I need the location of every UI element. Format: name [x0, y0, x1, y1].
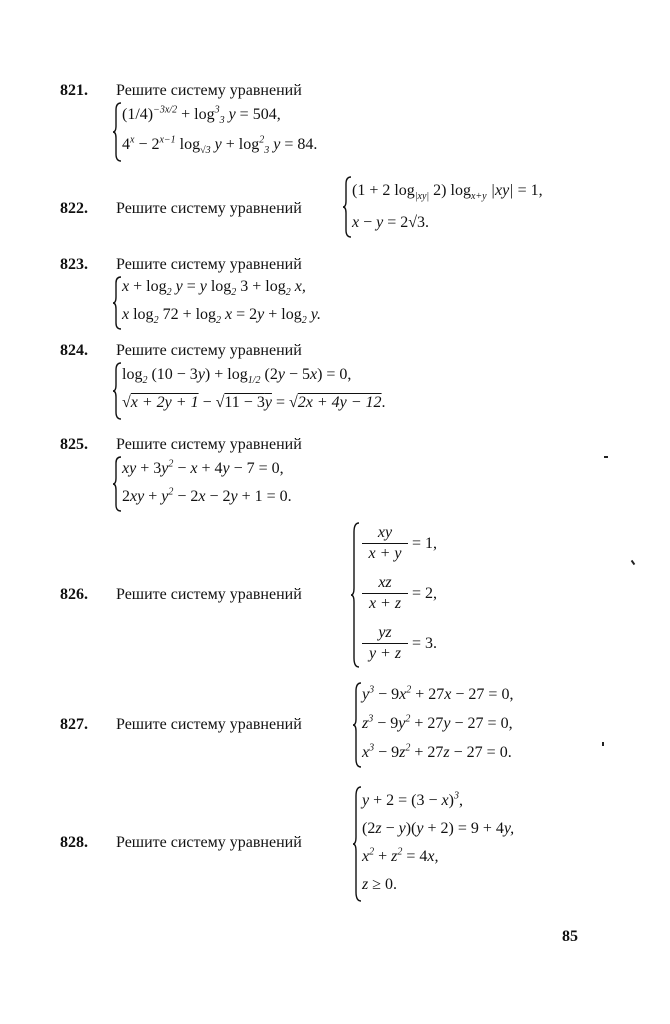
equation-system	[350, 522, 470, 668]
scan-speck	[604, 456, 608, 458]
problem-prompt: Решите систему уравнений	[116, 342, 302, 359]
equation-rhs: = 3.	[412, 635, 438, 652]
equation: (2z − y)(y + 2) = 9 + 4y,	[362, 820, 515, 837]
scan-speck	[631, 560, 636, 565]
equation: $x^2 + z^2 = 4x$,	[362, 846, 439, 865]
equation-rhs: = 1,	[412, 535, 438, 552]
left-brace	[112, 456, 122, 512]
fraction	[362, 624, 408, 663]
numerator: xz	[378, 574, 392, 591]
problem-number: 822.	[60, 200, 88, 217]
problem-number: 824.	[60, 342, 88, 359]
equation: $y^3 - 9x^2 + 27x - 27 = 0$,	[362, 684, 514, 703]
equation: $(1/4)^{-3x/2} + \log^3_3 y = 504$,	[122, 104, 281, 127]
equation: (1 + 2 $\log_{|xy|} 2$) $\log_{x+y} |xy| = 1$,	[352, 182, 543, 203]
equation: $x^3 - 9z^2 + 27z - 27 = 0$.	[362, 742, 512, 761]
denominator: y + z	[368, 645, 402, 662]
problem-number: 826.	[60, 586, 88, 603]
left-brace	[342, 176, 352, 238]
equation: $z^3 - 9y^2 + 27y - 27 = 0$,	[362, 713, 513, 732]
left-brace	[112, 276, 122, 330]
left-brace	[350, 522, 360, 668]
left-brace	[352, 682, 362, 768]
problem-number: 825.	[60, 436, 88, 453]
problem-number: 828.	[60, 834, 88, 851]
equation-rhs: = 2,	[412, 585, 438, 602]
equation: z ≥ 0.	[362, 876, 398, 893]
equation-system	[352, 682, 582, 768]
equation: $x + \log_2 y = y$ $\log_2 3 + \log_2 x$,	[122, 278, 306, 299]
problem-prompt: Решите систему уравнений	[116, 716, 302, 733]
numerator: xy	[377, 524, 393, 541]
left-brace	[112, 102, 122, 162]
numerator: yz	[378, 624, 392, 641]
denominator: x + y	[368, 545, 402, 562]
left-brace	[352, 786, 362, 902]
equation: x $\log_2 72 + \log_2 x = 2y + \log_2 y$.	[122, 306, 321, 327]
problem-prompt: Решите систему уравнений	[116, 586, 302, 603]
equation-system	[342, 176, 592, 238]
scan-speck	[602, 742, 604, 746]
problem-prompt: Решите систему уравнений	[116, 834, 302, 851]
problem-number: 823.	[60, 256, 88, 273]
equation-system	[112, 276, 392, 330]
problem-prompt: Решите систему уравнений	[116, 82, 302, 99]
problem-prompt: Решите систему уравнений	[116, 436, 302, 453]
problem-number: 827.	[60, 716, 88, 733]
equation: xy + $3y^2 - x + 4y - 7 = 0$,	[122, 458, 284, 477]
equation: $\log_2 (10 - 3y) + \log_{1/2} (2y - 5x) = 0$,	[122, 366, 352, 387]
equation: $y + 2 = (3 - x)^3$,	[362, 790, 463, 809]
denominator: x + z	[368, 595, 402, 612]
fraction	[362, 574, 408, 613]
equation-system	[112, 102, 392, 162]
equation: √x + 2y + 1 − √11 − 3y = √2x + 4y − 12.	[122, 394, 386, 411]
equation-system	[112, 362, 452, 420]
problem-number: 821.	[60, 82, 88, 99]
problem-prompt: Решите систему уравнений	[116, 256, 302, 273]
equation: $2xy + y^2 - 2x - 2y + 1 = 0$.	[122, 486, 292, 505]
left-brace	[112, 362, 122, 420]
equation: $4^x - 2^{x-1}$ $\log_{√3} y + \log^2_3 y = 84$.	[122, 134, 318, 157]
page-number: 85	[562, 928, 578, 945]
equation-system	[112, 456, 372, 512]
equation-system	[352, 786, 582, 902]
fraction	[362, 524, 408, 563]
problem-prompt: Решите систему уравнений	[116, 200, 302, 217]
equation: x − y = 2√3.	[352, 214, 430, 231]
